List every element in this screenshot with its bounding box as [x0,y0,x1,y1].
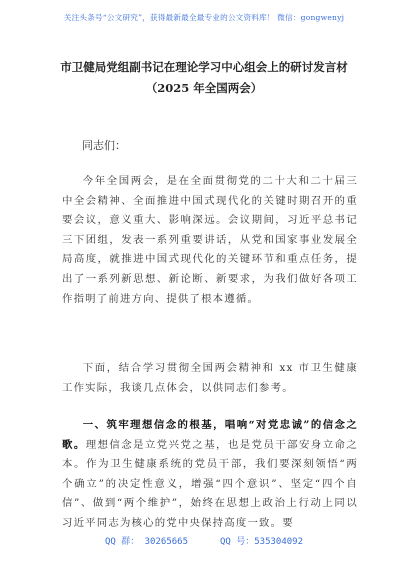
section-body: 理想信念是立党兴党之基，也是党员干部安身立命之本。作为卫生健康系统的党员干部，我们要深刻领悟“两个确立”的决定性意义，增强“四个意识”、坚定“四个自信”、做到“两个维护”，始终在思想上政治上行动上同以习近平同志为核心的党中央保持高度一致。要 [62,438,358,529]
salutation: 同志们： [82,139,126,152]
paragraph-1: 今年全国两会，是在全面贯彻党的二十大和二十届三中全会精神、全面推进中国式现代化的关键时期召开的重要会议，意义重大、影响深远。会议期间，习近平总书记三下团组，发表一系列重要讲话，从党和国家事业发展全局高度，就推进中国式现代化的关键环节和重点任务，提出了一系列新思想、新论断、新要求，为我们做好各项工作指明了前进方向、提供了根本遵循。 [62,175,358,305]
paragraph-2: 下面，结合学习贯彻全国两会精神和 xx 市卫生健康工作实际，我谈几点体会，以供同志们参考。 [62,362,358,394]
title-line-2: （2025 年全国两会） [145,81,263,95]
qq-group: QQ 群： 30265665 [104,537,188,547]
document-title [0,57,408,99]
header-banner: 关注头条号“公文研究”，获得最新最全最专业的公文资料库！ 微信：gongwenyj [63,13,345,22]
title-line-1: 市卫健局党组副书记在理论学习中心组会上的研讨发言材 [60,60,348,74]
section-heading: 一、筑牢理想信念的根基，唱响“对党忠诚”的信念之歌。 [62,419,358,451]
qq-number: QQ 号：535304092 [220,537,304,547]
footer-contacts [0,534,408,547]
paragraph-3 [62,416,358,534]
